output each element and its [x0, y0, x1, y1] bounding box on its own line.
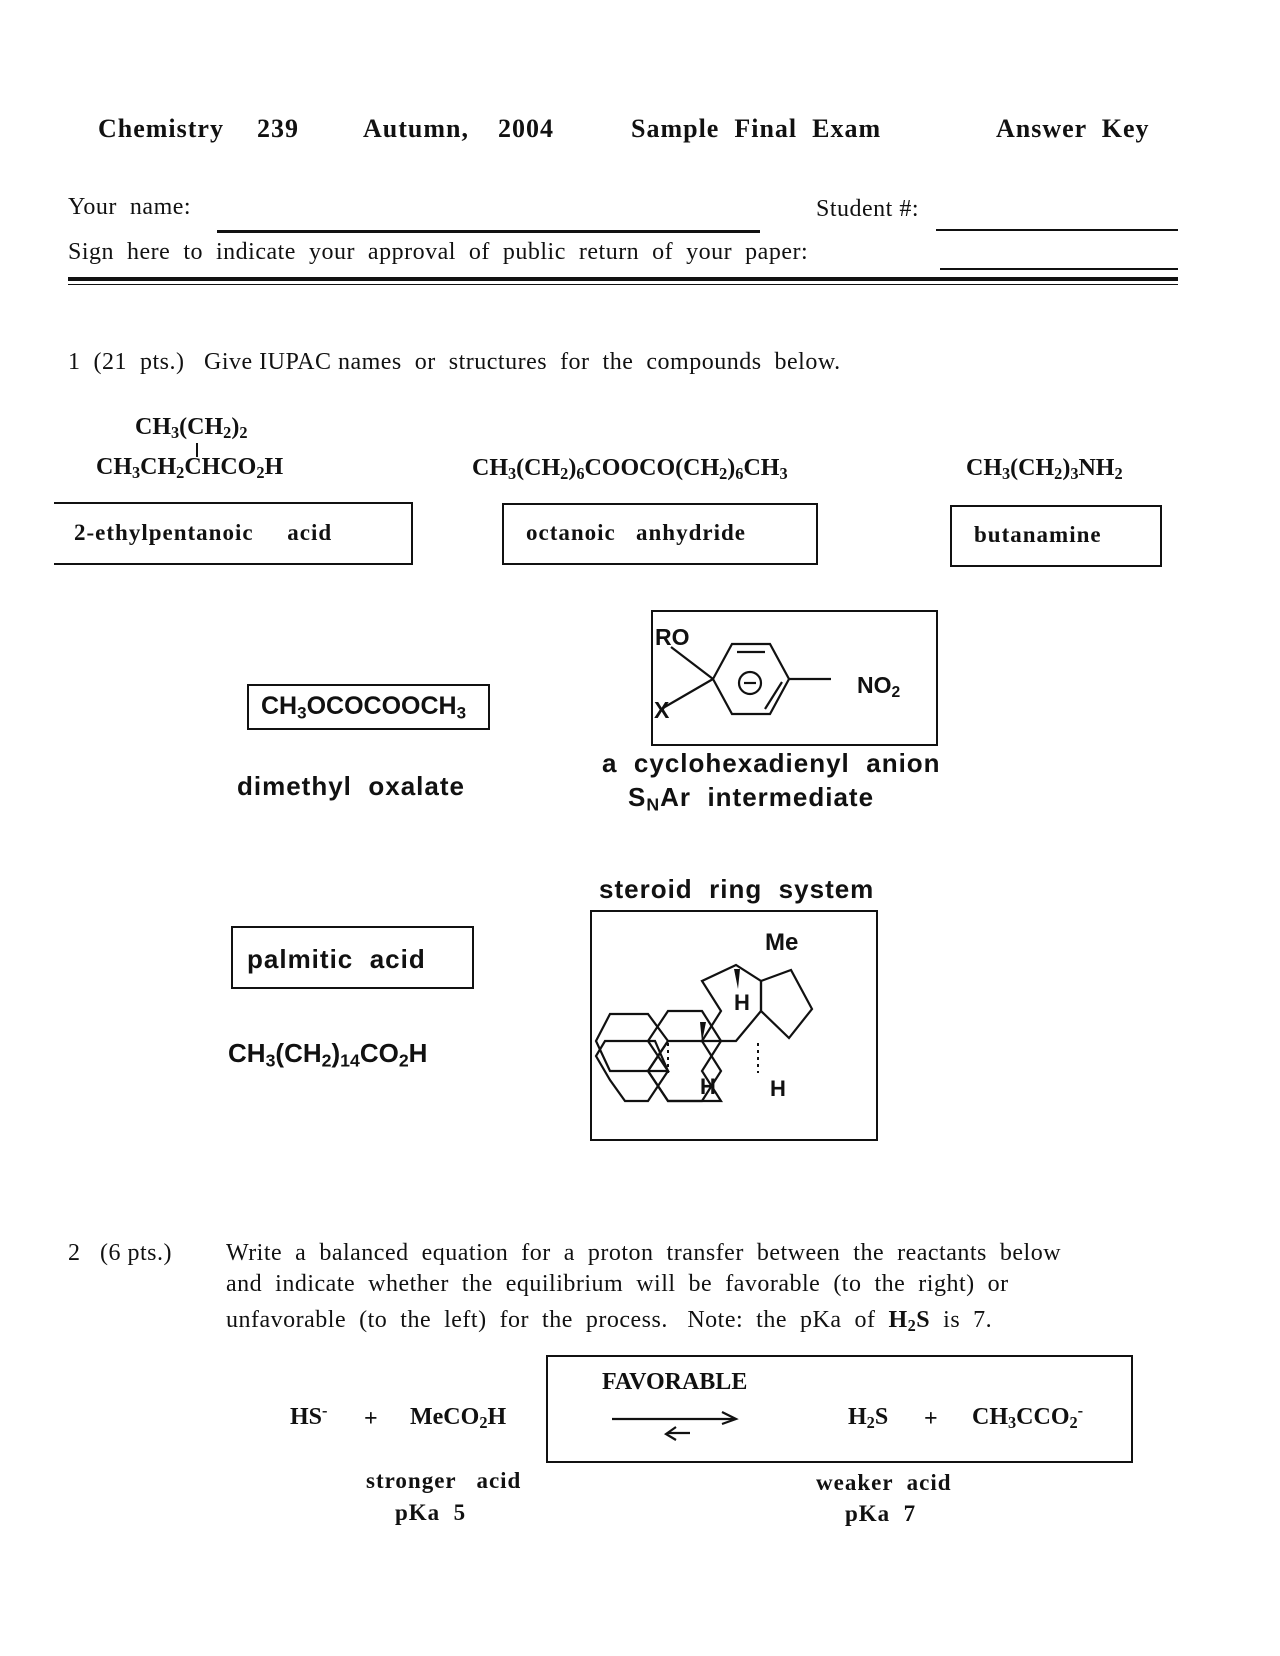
student-number-label: Student #:	[816, 196, 920, 222]
right-pka: pKa 7	[845, 1501, 917, 1526]
compound-1-answer: 2-ethylpentanoic acid	[74, 520, 333, 545]
compound-7-me: Me	[765, 929, 799, 956]
exam-title: Sample Final Exam	[631, 114, 882, 143]
steroid-ring-structure	[590, 910, 878, 1141]
product-2: $CH_3CCO_2^-$	[972, 1400, 1084, 1433]
compound-5-no2: $NO_2$	[857, 672, 901, 701]
compound-2-answer-box	[502, 503, 818, 565]
compound-2-formula: $CH_3(CH_2)_6COOCO(CH_2)_6CH_3$	[472, 455, 788, 484]
question-2-line-2: and indicate whether the equilibrium will be favorable (to the right) or	[226, 1271, 1009, 1297]
sign-instruction: Sign here to indicate your approval of public return of your paper:	[68, 239, 809, 265]
compound-6-formula: $CH_3(CH_2)_{14}CO_2H$	[228, 1038, 428, 1071]
compound-4-formula: $CH_3OCOCOOCH_3$	[261, 692, 467, 723]
compound-7-title: steroid ring system	[599, 874, 875, 904]
compound-4-answer-box	[247, 684, 490, 730]
left-pka: pKa 5	[395, 1500, 467, 1525]
reactant-2: MeCO$_2$H	[410, 1404, 507, 1433]
compound-2-answer: octanoic anhydride	[526, 520, 746, 545]
compound-1-answer-box	[54, 502, 413, 565]
question-2-line-1: Write a balanced equation for a proton transfer between the reactants below	[226, 1240, 1062, 1266]
question-1-prompt: 1 (21 pts.) Give IUPAC names or structures for the compounds below.	[68, 349, 841, 375]
header-rule	[68, 277, 1178, 281]
compound-7-h-left: H	[700, 1074, 716, 1099]
compound-3-answer-box	[950, 505, 1162, 567]
product-1: $H_2S$	[848, 1404, 889, 1433]
plus-left: +	[364, 1406, 378, 1432]
compound-5-ro: RO	[655, 624, 690, 650]
header-rule-thin	[68, 284, 1178, 285]
reactant-1: HS-	[290, 1400, 328, 1430]
compound-1-substituent: $CH_3(CH_2)_2$	[135, 414, 248, 443]
term: Autumn,	[363, 114, 469, 143]
question-2-label: 2 (6 pts.)	[68, 1240, 172, 1266]
compound-7-h-right: H	[770, 1076, 786, 1101]
signature-field[interactable]	[940, 268, 1178, 270]
answer-key-label: Answer Key	[996, 114, 1150, 143]
compound-3-answer: butanamine	[974, 522, 1102, 547]
equilibrium-verdict: FAVORABLE	[602, 1369, 748, 1395]
name-field[interactable]	[217, 230, 760, 233]
compound-5-x: X	[654, 697, 670, 723]
right-acid-label: weaker acid	[816, 1470, 952, 1495]
compound-5-answer-2: $S_NAr$ intermediate	[628, 782, 875, 815]
equation-answer-box	[546, 1355, 1133, 1463]
plus-right: +	[924, 1406, 938, 1432]
compound-6-answer: palmitic acid	[247, 944, 426, 974]
left-acid-label: stronger acid	[366, 1468, 522, 1493]
compound-1-formula: $CH_3CH_2CHCO_2H$	[96, 454, 284, 483]
equilibrium-arrows-icon	[612, 1409, 752, 1449]
compound-5-answer: a cyclohexadienyl anion	[602, 748, 941, 778]
course-name: Chemistry	[98, 114, 224, 143]
name-label: Your name:	[68, 194, 192, 220]
compound-6-answer-box	[231, 926, 474, 989]
compound-3-formula: $CH_3(CH_2)_3NH_2$	[966, 455, 1123, 484]
question-2-line-3: unfavorable (to the left) for the process. Note: the pKa of $H_2S$ is 7.	[226, 1307, 993, 1336]
compound-4-name: dimethyl oxalate	[237, 771, 465, 801]
student-number-field[interactable]	[936, 229, 1178, 231]
year: 2004	[498, 114, 554, 143]
course-number: 239	[257, 114, 299, 143]
compound-7-h-top: H	[734, 990, 750, 1015]
